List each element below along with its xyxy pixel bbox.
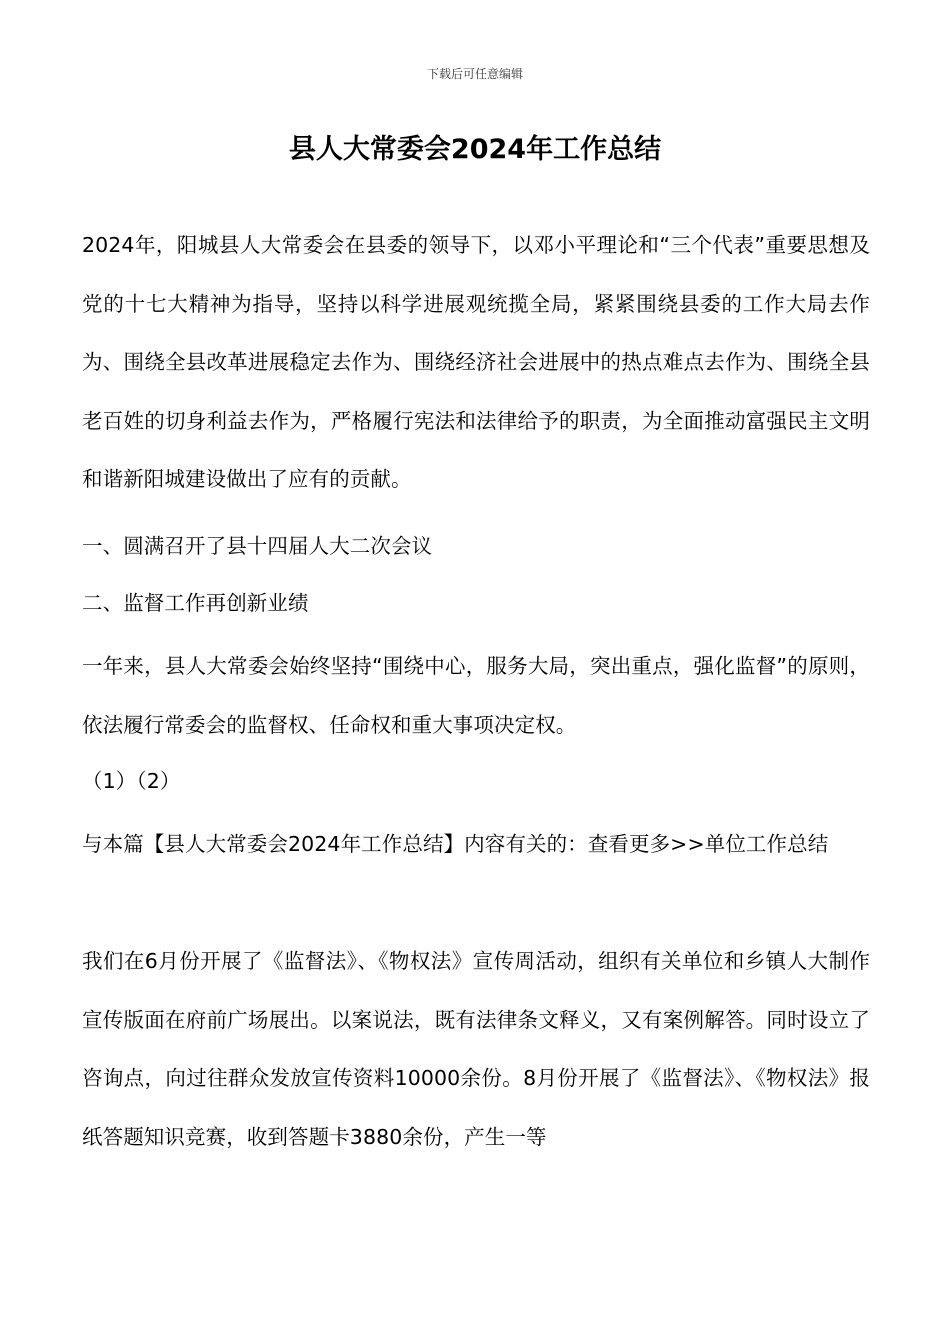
intro-paragraph: 2024年，阳城县人大常委会在县委的领导下，以邓小平理论和“三个代表”重要思想及党的十七大精神为指导，坚持以科学进展观统揽全局，紧紧围绕县委的工作大局去作为、围绕全县改革进展稳定去作为、围绕经济社会进展中的热点难点去作为、围绕全县老百姓的切身利益去作为，严格履行宪法和法律给予的职责，为全面推动富强民主文明和谐新阳城建设做出了应有的贡献。 <box>82 233 870 491</box>
header-note: 下载后可任意编辑 <box>426 67 523 81</box>
section-heading-1: 一、圆满召开了县十四届人大二次会议 <box>82 534 433 558</box>
document-title: 县人大常委会2024年工作总结 <box>288 134 662 165</box>
supervision-paragraph: 一年来，县人大常委会始终坚持“围绕中心，服务大局，突出重点，强化监督”的原则，依法履行常委会的监督权、任命权和重大事项决定权。 <box>82 654 870 737</box>
subitems-line: （1）（2） <box>82 769 181 793</box>
section-heading-2: 二、监督工作再创新业绩 <box>82 591 309 615</box>
campaign-paragraph: 我们在6月份开展了《监督法》、《物权法》宣传周活动，组织有关单位和乡镇人大制作宣传版面在府前广场展出。以案说法，既有法律条文释义，又有案例解答。同时设立了咨询点，向过往群众发放宣传资料10000余份。8月份开展了《监督法》、《物权法》报纸答题知识竞赛，收到答题卡3880余份，产生一等 <box>82 949 870 1149</box>
related-articles-paragraph: 与本篇【县人大常委会2024年工作总结】内容有关的：查看更多>>单位工作总结 <box>82 832 829 856</box>
